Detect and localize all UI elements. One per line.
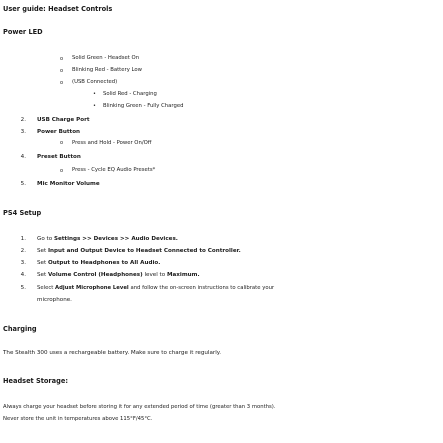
bullet-marker: o <box>60 68 64 74</box>
step-text: Set <box>37 260 48 266</box>
setup-step <box>37 237 178 243</box>
bullet-marker: o <box>60 168 64 174</box>
list-item: Blinking Red - Battery Low <box>72 67 142 73</box>
control-label: Preset Button <box>37 154 81 160</box>
bullet-marker: o <box>60 56 64 62</box>
step-emphasis: Output to Headphones to All Audio. <box>47 260 161 266</box>
control-label: USB Charge Port <box>37 117 90 123</box>
list-item: (USB Connected) <box>72 79 118 85</box>
setup-step <box>37 249 241 255</box>
control-detail: Press and Hold - Power On/Off <box>72 140 152 146</box>
step-text: Set <box>37 248 48 254</box>
power-led-heading: Power LED <box>3 28 43 36</box>
list-number: 2. <box>20 117 26 123</box>
storage-text: Never store the unit in temperatures above 115°F/45°C. <box>3 416 153 422</box>
step-text: Set <box>37 272 48 278</box>
list-item: Solid Green - Headset On <box>72 55 140 61</box>
setup-step <box>37 261 160 267</box>
list-item: Solid Red - Charging <box>103 91 157 97</box>
setup-step-continued: microphone. <box>37 297 72 303</box>
bullet-marker: o <box>60 80 64 86</box>
control-label: Power Button <box>37 129 81 135</box>
step-text: and follow the on-screen instructions to calibrate your <box>128 285 275 291</box>
control-label: Mic Monitor Volume <box>37 181 100 187</box>
step-text: level to <box>142 272 167 278</box>
list-number: 1. <box>20 236 26 242</box>
list-number: 2. <box>20 248 26 254</box>
step-text: Select <box>37 285 56 291</box>
list-number: 4. <box>20 272 26 278</box>
setup-step <box>37 286 274 291</box>
step-emphasis: Input and Output Device to Headset Connected to Controller. <box>47 248 241 254</box>
setup-step <box>37 273 200 279</box>
charging-heading: Charging <box>3 325 37 333</box>
list-number: 4. <box>20 154 26 160</box>
bullet-marker: o <box>60 140 64 146</box>
page-title: User guide: Headset Controls <box>3 5 113 13</box>
list-item: Blinking Green - Fully Charged <box>103 103 184 109</box>
storage-heading: Headset Storage: <box>3 377 68 385</box>
list-number: 3. <box>20 129 26 135</box>
step-emphasis: Settings >> Devices >> Audio Devices. <box>53 236 178 242</box>
ps4-setup-heading: PS4 Setup <box>3 209 42 217</box>
storage-text: Always charge your headset before storing it for any extended period of time (greater than 3 months). <box>3 404 276 410</box>
step-emphasis: Volume Control (Headphones) <box>47 272 143 278</box>
step-text: Go to <box>37 236 54 242</box>
step-emphasis: Maximum. <box>166 272 200 278</box>
sub-bullet-marker: • <box>93 91 96 97</box>
list-number: 5. <box>20 181 26 187</box>
list-number: 3. <box>20 260 26 266</box>
control-detail: Press - Cycle EQ Audio Presets* <box>72 167 156 173</box>
list-number: 5. <box>20 285 26 291</box>
step-emphasis: Adjust Microphone Level <box>55 285 129 291</box>
charging-text: The Stealth 300 uses a rechargeable battery. Make sure to charge it regularly. <box>3 350 222 356</box>
sub-bullet-marker: • <box>93 103 96 109</box>
